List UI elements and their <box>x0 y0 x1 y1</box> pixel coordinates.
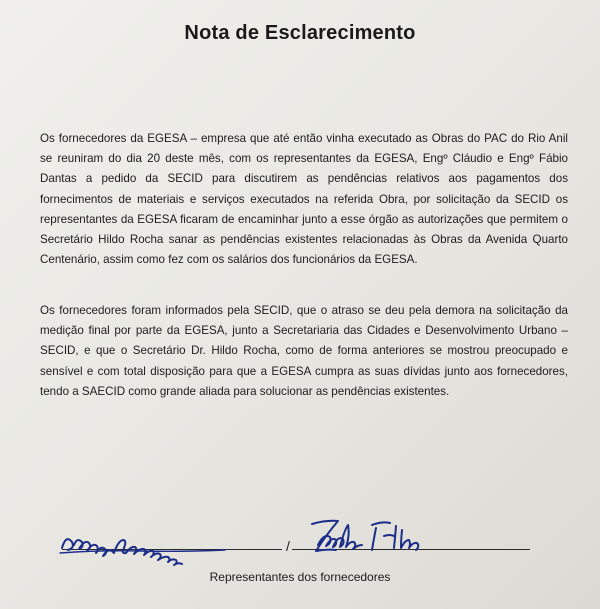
signature-separator: / <box>286 538 290 554</box>
signatures-caption: Representantes dos fornecedores <box>209 570 391 584</box>
document-title: Nota de Esclarecimento <box>184 22 416 44</box>
signature-right <box>312 521 418 551</box>
signature-left-underline <box>60 550 225 553</box>
paragraph-1: Os fornecedores da EGESA – empresa que até então vinha executado as Obras do PAC do Rio Anil se reuniram do dia 20 deste mês, com os representantes da EGESA, Engº Cláudio e Engº Fábio Dantas a pedido da SECID para discutirem as pendências relativos aos pagamentos dos fornecimentos de materiais e serviços executados na referida Obra, por solicitação da SECID os representantes da EGESA ficaram de encaminhar junto a esse órgão as autorizações que permitem o Secretário Hildo Rocha sanar as pendências existentes relacionadas às Obras da Avenida Quarto Centenário, assim como fez com os salários dos funcionários da EGESA. <box>40 132 568 267</box>
paragraph-2: Os fornecedores foram informados pela SECID, que o atraso se deu pela demora na solicitação da medição final por parte da EGESA, junto a Secretariaria das Cidades e Desenvolvimento Urbano – SECID, e que o Secretário Dr. Hildo Rocha, como de forma anteriores se mostrou preocupado e sensível e com total disposição para que a EGESA cumpra as suas dívidas junto aos fornecedores, tendo a SAECID como grande aliada para solucionar as pendências existentes. <box>40 304 568 398</box>
